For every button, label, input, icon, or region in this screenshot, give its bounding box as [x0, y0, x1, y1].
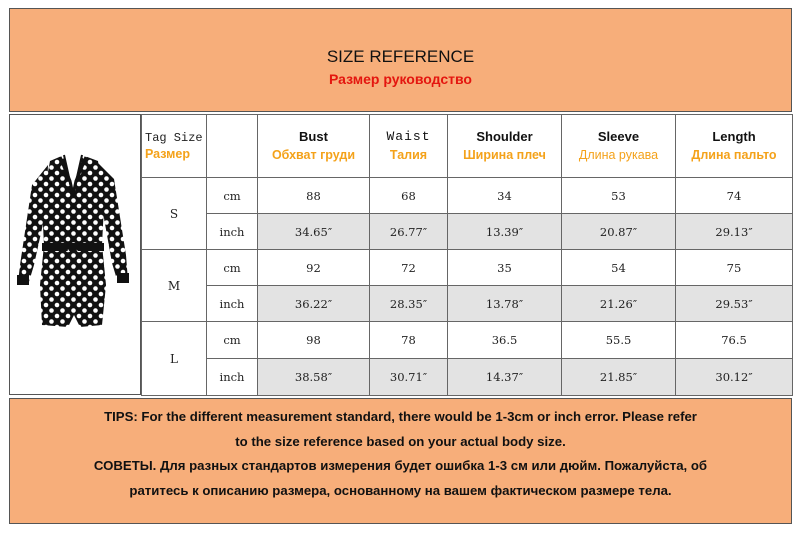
length-value: 75 — [676, 250, 793, 286]
tips-panel — [9, 398, 792, 524]
column-label-ru: Длина рукава — [578, 148, 659, 162]
waist-value: 30.71″ — [370, 359, 448, 396]
table-row — [142, 214, 793, 250]
bust-value: 38.58″ — [258, 359, 370, 396]
sleeve-value: 21.26″ — [562, 286, 676, 322]
column-header-waist — [370, 115, 448, 178]
polka-dot-romper-image — [10, 115, 140, 394]
column-label-en: Sleeve — [597, 129, 640, 144]
table-row — [142, 359, 793, 396]
waist-value: 26.77″ — [370, 214, 448, 250]
shoulder-value: 34 — [448, 178, 562, 214]
column-label-ru: Обхват груди — [271, 148, 356, 162]
column-header-sleeve — [562, 115, 676, 178]
tips-ru-line1: СОВЕТЫ. Для разных стандартов измерения будет ошибка 1-3 см или дюйм. Пожалуйста, об — [93, 458, 708, 473]
size-label: M — [142, 250, 207, 322]
waist-value: 28.35″ — [370, 286, 448, 322]
column-label-en: Bust — [299, 129, 328, 144]
bust-value: 36.22″ — [258, 286, 370, 322]
table-header-row — [142, 115, 793, 178]
shoulder-value: 36.5 — [448, 322, 562, 359]
length-value: 29.13″ — [676, 214, 793, 250]
column-label-en: Length — [712, 129, 756, 144]
tips-ru-line2: ратитесь к описанию размера, основанному на вашем фактическом размере тела. — [129, 482, 672, 498]
unit-label: inch — [207, 286, 258, 322]
table-row — [142, 286, 793, 322]
sleeve-value: 20.87″ — [562, 214, 676, 250]
unit-label: cm — [207, 322, 258, 359]
size-chart-table — [141, 114, 793, 396]
sleeve-value: 54 — [562, 250, 676, 286]
size-reference-header — [9, 8, 792, 112]
sleeve-value: 55.5 — [562, 322, 676, 359]
column-header-length — [676, 115, 793, 178]
waist-value: 78 — [370, 322, 448, 359]
shoulder-value: 14.37″ — [448, 359, 562, 396]
sleeve-value: 53 — [562, 178, 676, 214]
table-row — [142, 250, 793, 286]
shoulder-value: 13.78″ — [448, 286, 562, 322]
unit-label: inch — [207, 359, 258, 396]
bust-value: 98 — [258, 322, 370, 359]
length-value: 74 — [676, 178, 793, 214]
header-subtitle: Размер руководство — [329, 71, 472, 87]
table-row — [142, 322, 793, 359]
sleeve-value: 21.85″ — [562, 359, 676, 396]
column-header-bust — [258, 115, 370, 178]
length-value: 76.5 — [676, 322, 793, 359]
size-label: S — [142, 178, 207, 250]
length-value: 30.12″ — [676, 359, 793, 396]
header-title: SIZE REFERENCE — [326, 47, 475, 66]
tag-size-label-ru: Размер — [145, 147, 191, 161]
column-label-en: Shoulder — [476, 129, 533, 144]
column-label-ru: Ширина плеч — [463, 148, 546, 162]
unit-header — [207, 115, 258, 178]
length-value: 29.53″ — [676, 286, 793, 322]
column-label-en: Waist — [386, 129, 431, 144]
shoulder-value: 13.39″ — [448, 214, 562, 250]
column-header-shoulder — [448, 115, 562, 178]
waist-value: 68 — [370, 178, 448, 214]
tips-en-line1: TIPS: For the different measurement standard, there would be 1-3cm or inch error. Please refer — [104, 409, 697, 424]
tips-en-line2: to the size reference based on your actual body size. — [235, 433, 566, 449]
waist-value: 72 — [370, 250, 448, 286]
product-photo-cell — [9, 114, 141, 395]
tag-size-header — [142, 115, 207, 178]
bust-value: 34.65″ — [258, 214, 370, 250]
tag-size-label: Tag Size — [145, 131, 203, 145]
table-row — [142, 178, 793, 214]
shoulder-value: 35 — [448, 250, 562, 286]
bust-value: 88 — [258, 178, 370, 214]
column-label-ru: Длина пальто — [691, 148, 777, 162]
size-label: L — [142, 322, 207, 396]
unit-label: cm — [207, 250, 258, 286]
column-label-ru: Талия — [389, 148, 428, 162]
bust-value: 92 — [258, 250, 370, 286]
unit-label: cm — [207, 178, 258, 214]
unit-label: inch — [207, 214, 258, 250]
